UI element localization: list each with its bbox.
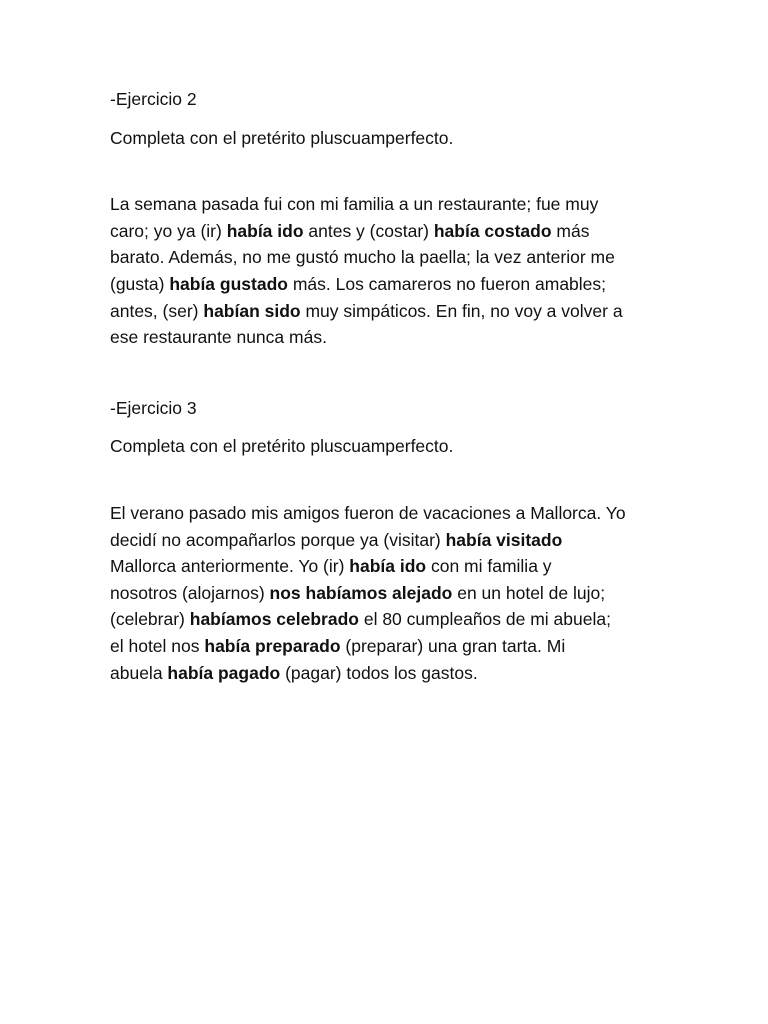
paragraph-line: [110, 324, 670, 351]
paragraph-line: [110, 633, 670, 660]
answer-text: había ido: [226, 220, 304, 241]
exercise-2-instruction: Completa con el pretérito pluscuamperfecto.: [110, 127, 454, 148]
answer-text: habían sido: [203, 300, 301, 321]
paragraph-text: caro; yo ya (ir): [110, 220, 227, 241]
answer-text: había costado: [433, 220, 552, 241]
answer-text: había ido: [349, 556, 427, 577]
paragraph-line: [110, 244, 670, 271]
paragraph-text: en un hotel de lujo;: [452, 582, 606, 603]
paragraph-text: con mi familia y: [426, 556, 552, 577]
paragraph-text: barato. Además, no me gustó mucho la paella; la vez anterior me: [110, 247, 615, 268]
paragraph-text: El verano pasado mis amigos fueron de vacaciones a Mallorca. Yo: [110, 502, 626, 523]
paragraph-text: ese restaurante nunca más.: [110, 327, 327, 348]
paragraph-text: (celebrar): [110, 609, 190, 630]
paragraph-text: (pagar) todos los gastos.: [280, 662, 478, 683]
exercise-2-title: -Ejercicio 2: [110, 89, 197, 109]
paragraph-line: [110, 660, 670, 687]
paragraph-line: [110, 500, 670, 527]
answer-text: había pagado: [167, 662, 281, 683]
exercise-2-paragraph: [110, 191, 670, 351]
exercise-3-title: -Ejercicio 3: [110, 397, 197, 418]
answer-text: había preparado: [204, 635, 341, 656]
paragraph-line: [110, 553, 670, 580]
paragraph-text: antes, (ser): [110, 300, 204, 321]
paragraph-text: el hotel nos: [110, 635, 205, 656]
paragraph-text: el 80 cumpleaños de mi abuela;: [358, 609, 611, 630]
paragraph-line: [110, 218, 670, 245]
paragraph-line: [110, 606, 670, 633]
answer-text: había gustado: [169, 273, 288, 294]
paragraph-text: abuela: [110, 662, 168, 683]
answer-text: había visitado: [445, 529, 563, 550]
paragraph-text: más. Los camareros no fueron amables;: [287, 273, 607, 294]
paragraph-line: [110, 271, 670, 298]
paragraph-text: Mallorca anteriormente. Yo (ir): [110, 556, 350, 577]
paragraph-line: [110, 580, 670, 607]
paragraph-line: [110, 191, 670, 218]
paragraph-text: La semana pasada fui con mi familia a un restaurante; fue muy: [110, 194, 599, 215]
paragraph-text: decidí no acompañarlos porque ya (visitar): [110, 529, 446, 550]
paragraph-text: nosotros (alojarnos): [110, 582, 270, 603]
paragraph-line: [110, 298, 670, 325]
paragraph-text: (preparar) una gran tarta. Mi: [340, 635, 566, 656]
answer-text: habíamos celebrado: [189, 609, 359, 630]
paragraph-line: [110, 527, 670, 554]
document-page: [110, 86, 670, 686]
exercise-3-paragraph: [110, 500, 670, 686]
answer-text: nos habíamos alejado: [269, 582, 453, 603]
paragraph-text: más: [551, 220, 590, 241]
exercise-3-instruction: Completa con el pretérito pluscuamperfecto.: [110, 436, 454, 457]
paragraph-text: muy simpáticos. En fin, no voy a volver a: [300, 300, 623, 321]
paragraph-text: antes y (costar): [303, 220, 434, 241]
paragraph-text: (gusta): [110, 273, 170, 294]
